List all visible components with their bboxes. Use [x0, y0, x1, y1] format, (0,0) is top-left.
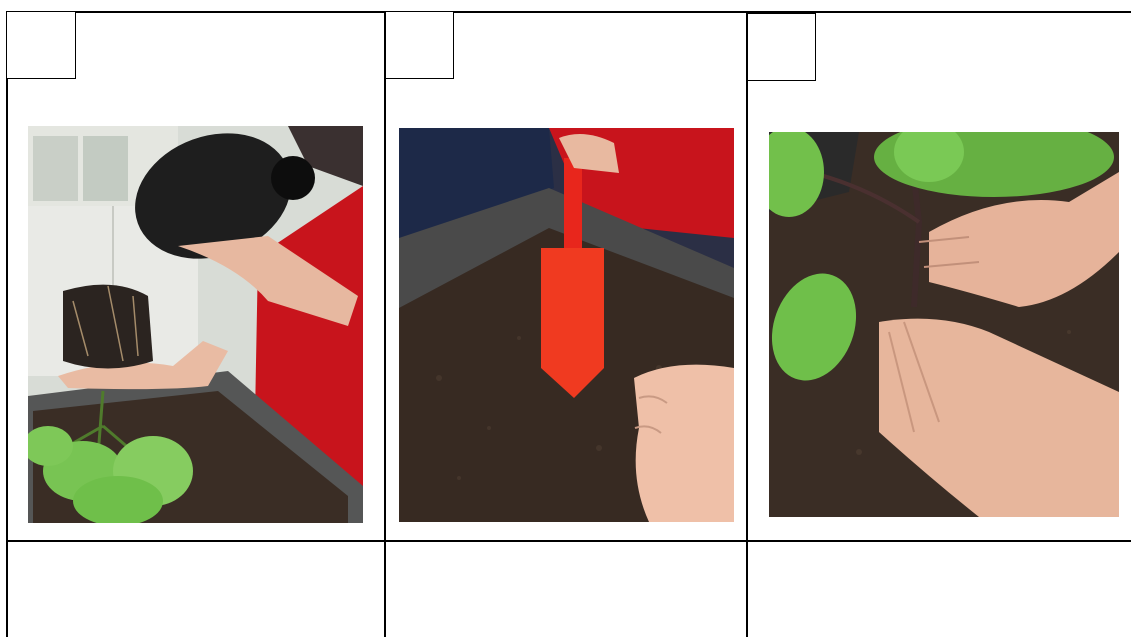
table-top-border — [6, 11, 1131, 13]
table-column-divider-1 — [384, 11, 386, 637]
step-number-box-1 — [6, 11, 76, 79]
table-row-divider — [6, 540, 1131, 542]
step-number-box-3 — [747, 13, 816, 81]
table-left-border — [6, 11, 8, 637]
photo-dig-with-trowel — [399, 128, 734, 522]
table-column-divider-2 — [746, 11, 748, 637]
step-number-box-2 — [385, 11, 454, 79]
photo-press-soil — [769, 132, 1119, 517]
photo-remove-seedling — [28, 126, 363, 523]
